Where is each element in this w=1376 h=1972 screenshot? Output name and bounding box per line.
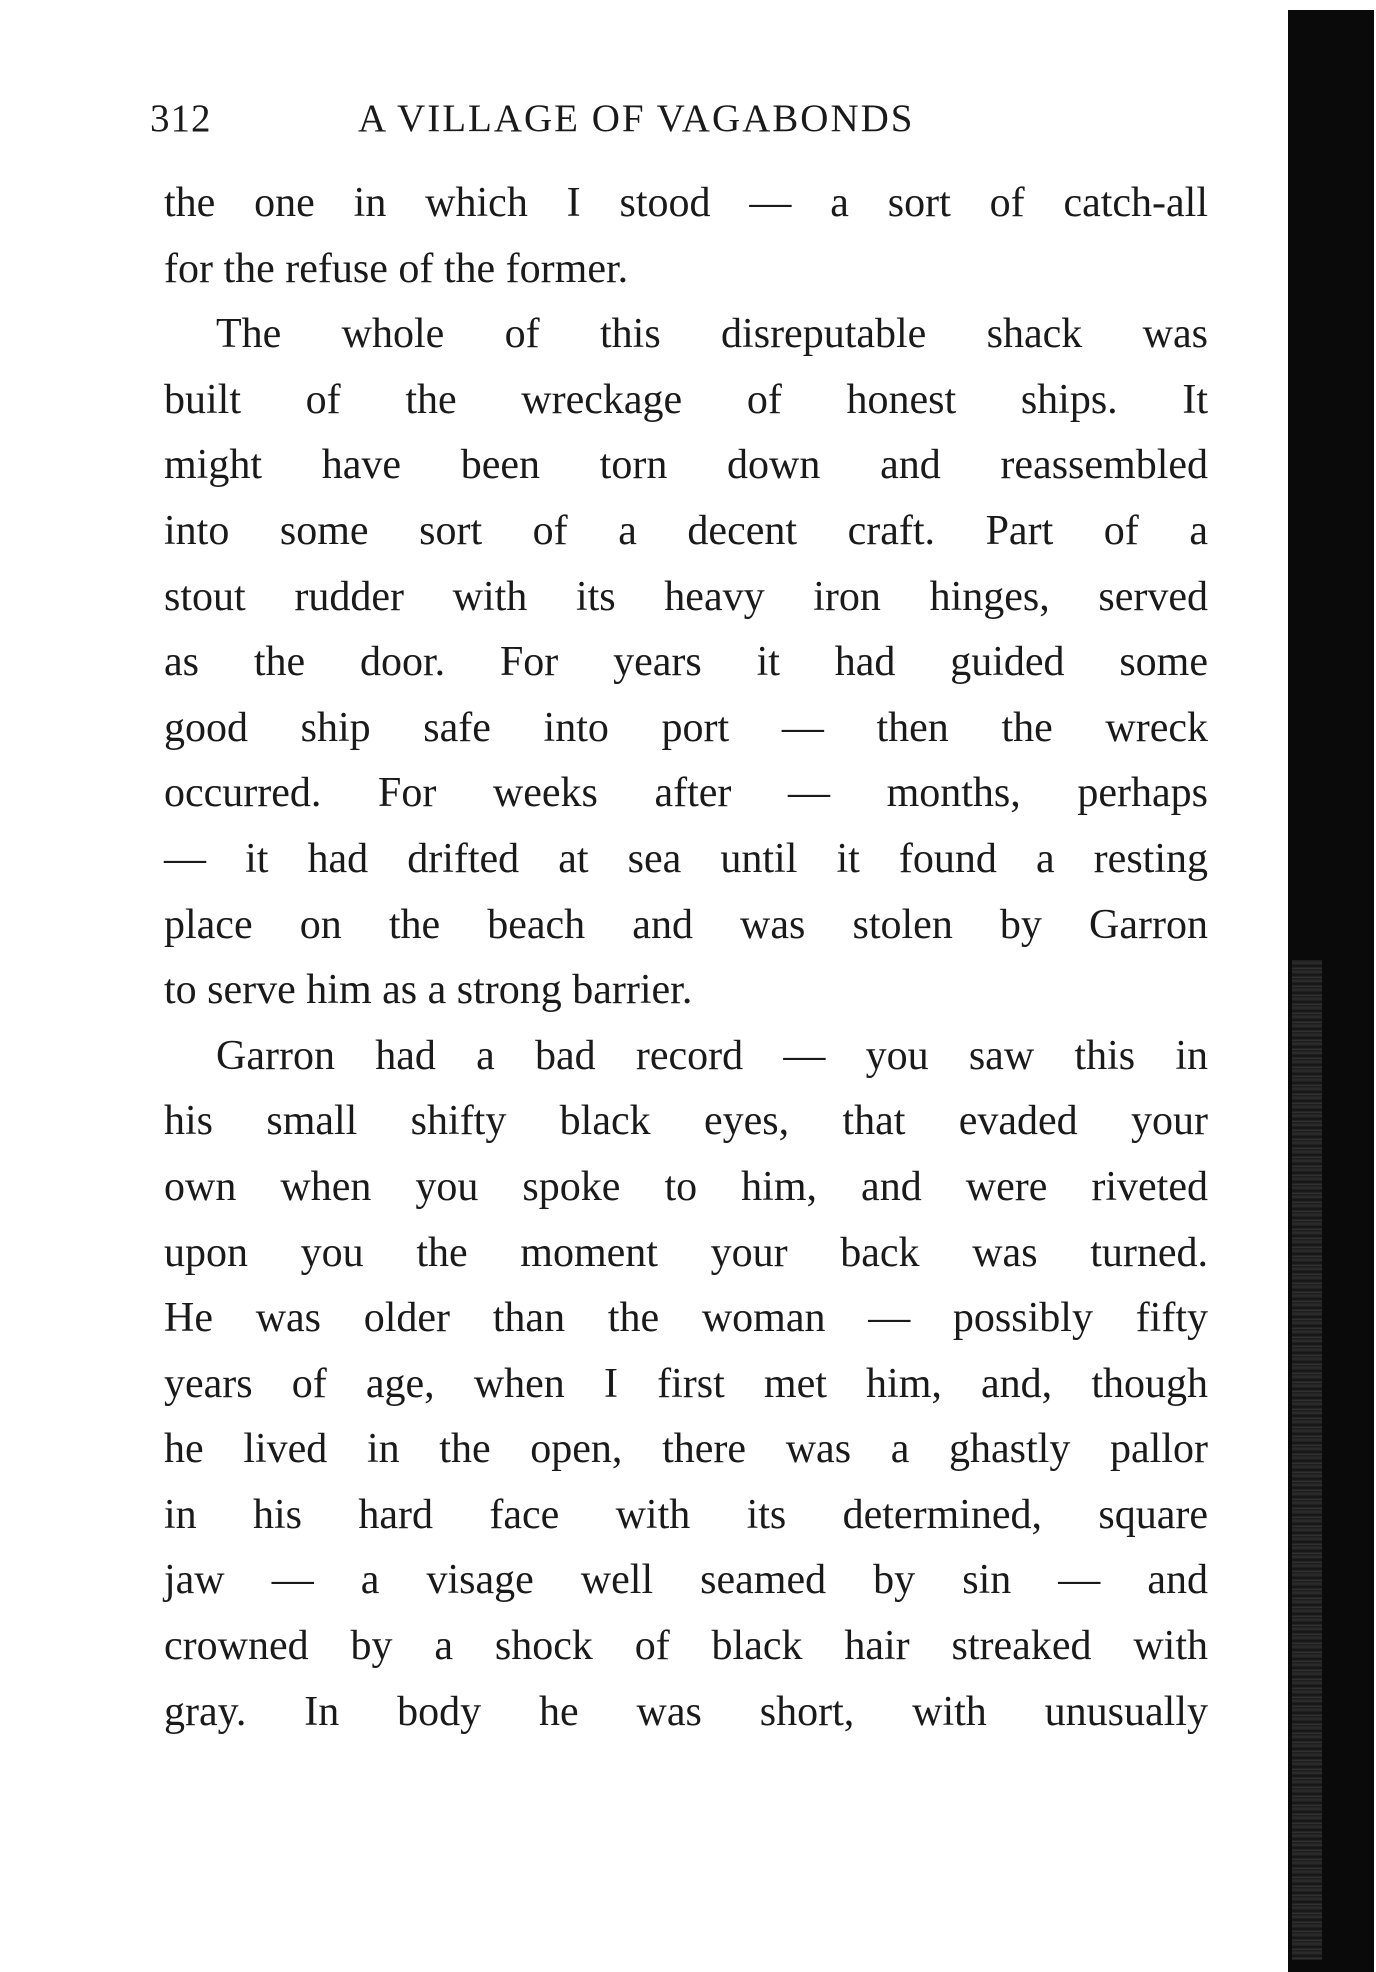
paragraph-first-line: The whole of this disreputable shack was [216, 311, 1208, 358]
text-line: jaw — a visage well seamed by sin — and [164, 1557, 1208, 1604]
running-head [150, 96, 1010, 142]
text-line: occurred. For weeks after — months, perhaps [164, 770, 1208, 817]
text-line: He was older than the woman — possibly fifty [164, 1295, 1208, 1342]
text-line: into some sort of a decent craft. Part of a [164, 507, 1208, 554]
text-line: his small shifty black eyes, that evaded your [164, 1098, 1208, 1145]
text-line: he lived in the open, there was a ghastly pallor [164, 1426, 1208, 1473]
text-line: for the refuse of the former. [164, 245, 629, 292]
text-line: good ship safe into port — then the wreck [164, 704, 1208, 751]
body-text [164, 171, 1208, 1745]
text-line: stout rudder with its heavy iron hinges, served [164, 573, 1208, 620]
paragraph-first-line: Garron had a bad record — you saw this in [216, 1032, 1208, 1079]
text-line: the one in which I stood — a sort of catch-all [164, 180, 1208, 226]
text-line: as the door. For years it had guided some [164, 639, 1208, 686]
scan-edge-texture [1292, 960, 1322, 1960]
text-line: gray. In body he was short, with unusually [164, 1688, 1208, 1735]
text-line: place on the beach and was stolen by Garron [164, 901, 1208, 948]
text-line: built of the wreckage of honest ships. It [164, 376, 1208, 423]
text-line: own when you spoke to him, and were riveted [164, 1163, 1208, 1210]
text-line: crowned by a shock of black hair streaked with [164, 1623, 1208, 1670]
text-line: — it had drifted at sea until it found a resting [164, 835, 1208, 882]
page-number: 312 [150, 97, 212, 140]
text-line: years of age, when I first met him, and, though [164, 1360, 1208, 1407]
text-line: in his hard face with its determined, square [164, 1491, 1208, 1538]
running-title: A VILLAGE OF VAGABONDS [358, 97, 915, 140]
text-line: to serve him as a strong barrier. [164, 967, 693, 1014]
text-line: upon you the moment your back was turned. [164, 1229, 1208, 1276]
text-line: might have been torn down and reassembled [164, 442, 1208, 489]
